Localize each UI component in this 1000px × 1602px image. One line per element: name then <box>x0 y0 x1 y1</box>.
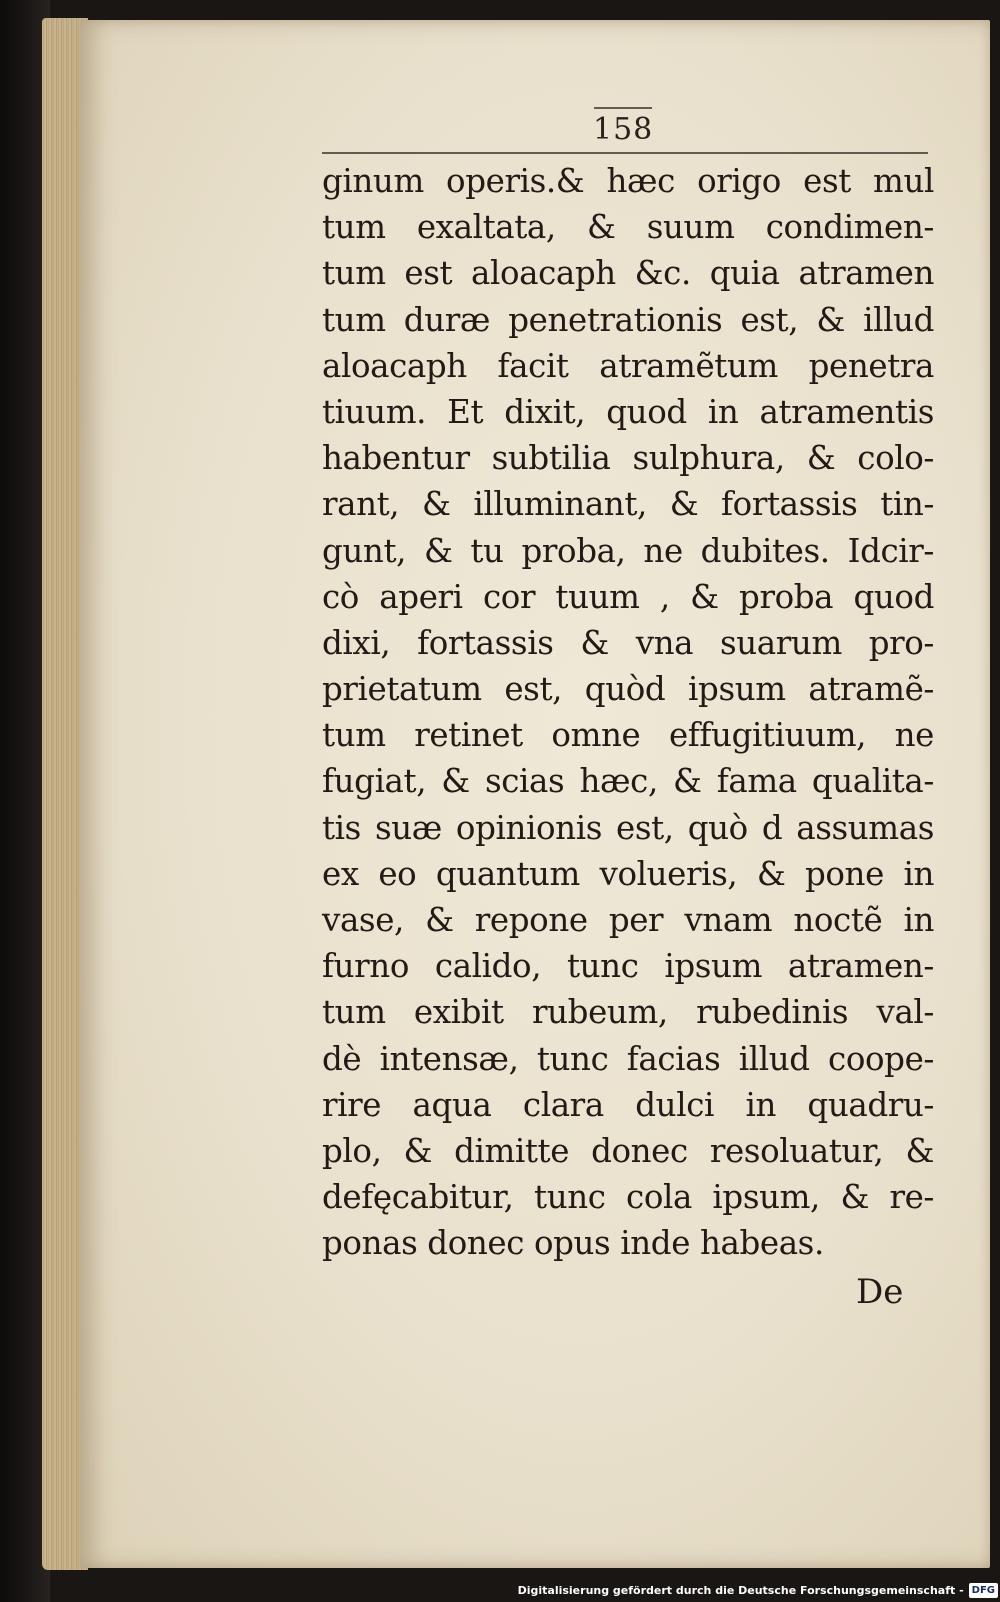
header-rule <box>322 152 928 154</box>
text-line: aloacaph facit atramẽtum penetra <box>322 346 934 385</box>
header-rule-top <box>594 107 652 109</box>
text-line: tiuum. Et dixit, quod in atramentis <box>322 392 934 431</box>
text-line: ex eo quantum volueris, & pone in <box>322 854 934 893</box>
page-number: 158 <box>593 112 654 147</box>
text-line: tum exibit rubeum, rubedinis val- <box>322 993 934 1032</box>
text-line: cò aperi cor tuum , & proba quod <box>322 577 934 616</box>
text-line: rant, & illuminant, & fortassis tin- <box>322 485 934 524</box>
text-line: defęcabitur, tunc cola ipsum, & re- <box>322 1178 934 1217</box>
dfg-logo: DFG <box>969 1583 998 1598</box>
text-line: fugiat, & scias hæc, & fama qualita- <box>322 762 934 801</box>
catchword: De <box>856 1272 904 1312</box>
text-line: ponas donec opus inde habeas. <box>322 1224 824 1263</box>
text-line: vase, & repone per vnam noctẽ in <box>322 901 934 939</box>
text-line: dè intensæ, tunc facias illud coope- <box>322 1039 934 1078</box>
credit-text: Digitalisierung gefördert durch die Deutsche Forschungsgemeinschaft - <box>517 1583 964 1597</box>
text-line: tum duræ penetrationis est, & illud <box>322 300 934 339</box>
text-line: plo, & dimitte donec resoluatur, & <box>322 1131 934 1170</box>
body-text <box>322 158 934 1267</box>
text-line: furno calido, tunc ipsum atramen- <box>322 947 934 986</box>
text-line: tum exaltata, & suum condimen- <box>322 208 934 247</box>
text-line: ginum operis.& hæc origo est mul <box>322 162 934 200</box>
text-line: habentur subtilia sulphura, & colo- <box>322 439 934 478</box>
text-line: tis suæ opinionis est, quò d assumas <box>322 808 934 847</box>
text-line: rire aqua clara dulci in quadru- <box>322 1085 934 1124</box>
text-line: gunt, & tu proba, ne dubites. Idcir- <box>322 531 934 570</box>
text-line: prietatum est, quòd ipsum atramẽ- <box>322 670 934 709</box>
text-line: dixi, fortassis & vna suarum pro- <box>322 623 934 662</box>
text-line: tum est aloacaph &c. quia atramen <box>322 254 934 293</box>
text-line: tum retinet omne effugitiuum, ne <box>322 716 934 755</box>
digitization-credit <box>518 1580 998 1600</box>
